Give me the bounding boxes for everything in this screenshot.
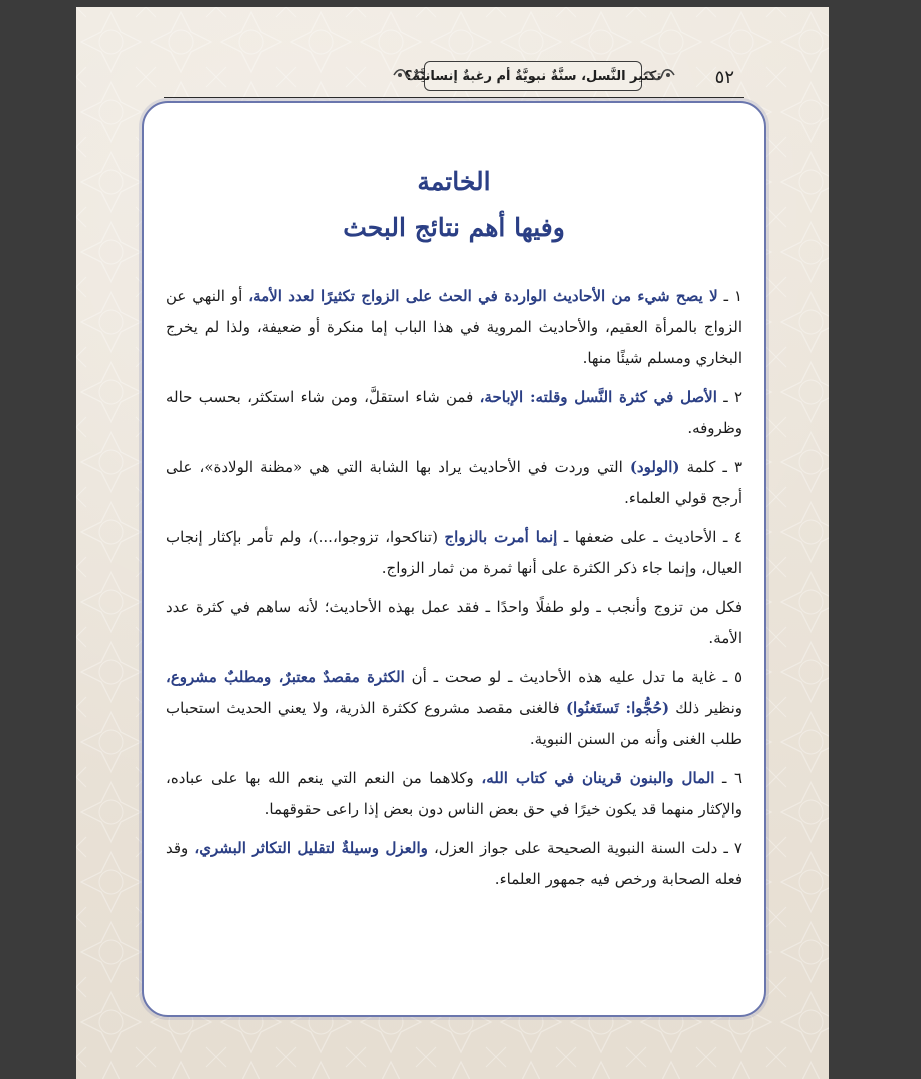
running-title: تكثير النَّسل، سنَّةٌ نبويَّةٌ أم رغبةٌ إنسانيَّةٌ؟ [404, 68, 662, 84]
para-text: وقد فعله الصحابة ورخص فيه جمهور العلماء. [166, 839, 742, 888]
paragraph-3 [166, 452, 742, 514]
para-text: التي وردت في الأحاديث يراد بها الشابة التي هي «مظنة الولادة»، على أرجح قولي العلماء. [166, 458, 742, 507]
para-text: ١ ـ [717, 287, 743, 305]
content-card [142, 101, 766, 1017]
para-text: ٢ ـ [716, 388, 742, 406]
body-text [166, 281, 742, 903]
page-number: ٥٢ [714, 67, 734, 88]
para-text: (تناكحوا، تزوجوا،...)، ولم تأمر بإكثار إنجاب العيال، وإنما جاء ذكر الكثرة على أنها ثمرة من ثمار الزواج. [166, 528, 742, 577]
header-rule [164, 97, 744, 98]
paragraph-4-continued [166, 592, 742, 654]
para-emphasis: لا يصح شيء من الأحاديث الواردة في الحث على الزواج تكثيرًا لعدد الأمة، [248, 287, 718, 305]
para-text: وكلاهما من النعم التي ينعم الله بها على عباده، والإكثار منهما قد يكون خيرًا في حق بعض الناس دون بعض إذا راعى حقوقهما. [166, 769, 742, 818]
paragraph-2 [166, 382, 742, 444]
para-emphasis: والعزل وسيلةٌ لتقليل التكاثر البشري، [194, 839, 428, 857]
chapter-subtitle: وفيها أهم نتائج البحث [343, 213, 565, 242]
chapter-title: الخاتمة [417, 167, 491, 196]
chapter-heading [144, 159, 764, 251]
para-emphasis: (الولود) [629, 458, 680, 476]
book-page [76, 7, 829, 1079]
para-text: ٦ ـ [714, 769, 743, 787]
para-text: ٥ ـ غاية ما تدل عليه هذه الأحاديث ـ لو صحت ـ أن [404, 668, 742, 686]
para-text: أو النهي عن الزواج بالمرأة العقيم، والأحاديث المروية في هذا الباب إما منكرة أو ضعيفة، ولذا لم يخرج البخاري ومسلم شيئًا منها. [166, 287, 742, 367]
running-title-box [404, 61, 662, 91]
para-text: ٣ ـ كلمة [679, 458, 742, 476]
para-text: فمن شاء استقلَّ، ومن شاء استكثر، بحسب حاله وظروفه. [166, 388, 742, 437]
paragraph-4 [166, 522, 742, 584]
paragraph-5 [166, 662, 742, 755]
para-emphasis: (حُجُّوا: تَستَغنُوا) [565, 699, 670, 717]
para-emphasis: إنما أمرت بالزواج [444, 528, 558, 546]
paragraph-7 [166, 833, 742, 895]
para-text: فكل من تزوج وأنجب ـ ولو طفلًا واحدًا ـ فقد عمل بهذه الأحاديث؛ لأنه ساهم في كثرة عدد الأمة. [166, 598, 742, 647]
para-text: ٧ ـ دلت السنة النبوية الصحيحة على جواز العزل، [427, 839, 742, 857]
para-text: ونظير ذلك [669, 699, 742, 717]
scroll-ornament-icon [642, 67, 676, 83]
para-emphasis: المال والبنون قرينان في كتاب الله، [481, 769, 715, 787]
page-header [164, 59, 744, 103]
paragraph-1 [166, 281, 742, 374]
para-text: ٤ ـ الأحاديث ـ على ضعفها ـ [557, 528, 742, 546]
para-emphasis: الأصل في كثرة النَّسل وقلته: الإباحة، [479, 388, 717, 406]
para-emphasis: الكثرة مقصدٌ معتبرٌ، ومطلبٌ مشروع، [166, 668, 405, 686]
para-text: فالغنى مقصد مشروع ككثرة الذرية، ولا يعني الحديث استحباب طلب الغنى وأنه من السنن النبوية. [166, 699, 742, 748]
paragraph-6 [166, 763, 742, 825]
